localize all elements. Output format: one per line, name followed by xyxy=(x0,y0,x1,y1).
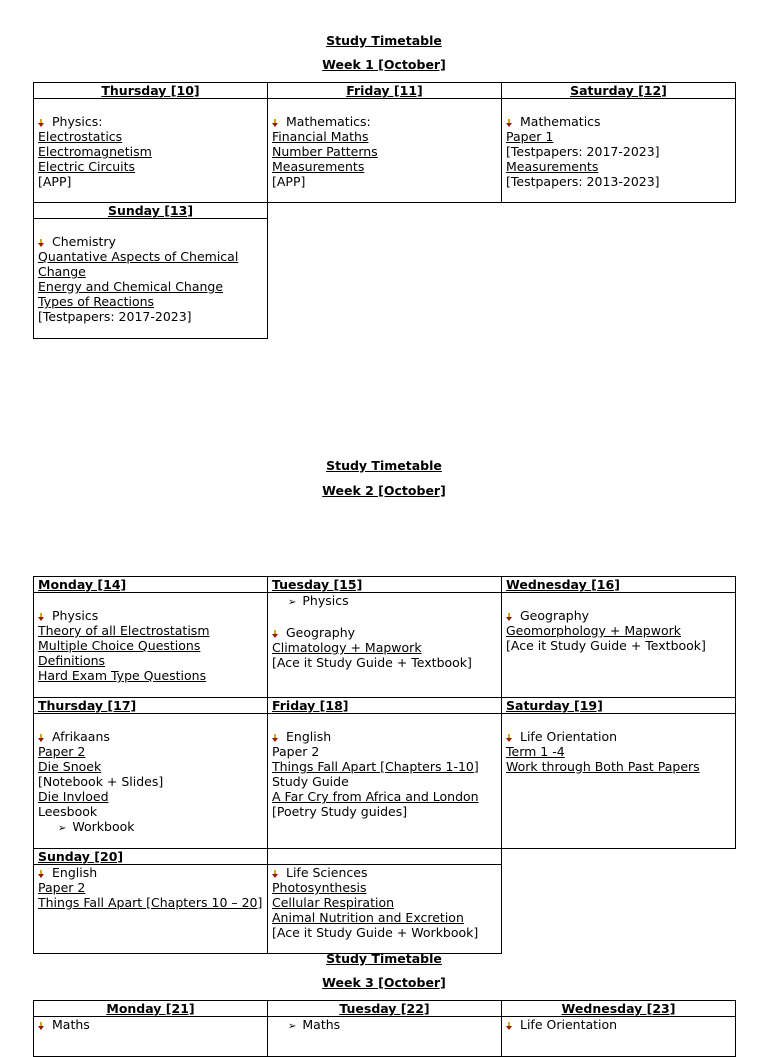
topic-line: Cellular Respiration xyxy=(272,895,395,910)
topic-line: Hard Exam Type Questions xyxy=(38,668,207,683)
topic-line: Energy and Chemical Change xyxy=(38,279,224,294)
resource-note: [Ace it Study Guide + Textbook] xyxy=(272,655,472,670)
bullet-icon xyxy=(38,1022,45,1030)
topic-line: A Far Cry from Africa and London xyxy=(272,789,479,804)
resource-note: [Testpapers: 2017-2023] xyxy=(38,309,192,324)
subject-life-sciences: Life Sciences xyxy=(286,865,368,880)
topic-line: Multiple Choice Questions xyxy=(38,638,201,653)
resource-note: [Ace it Study Guide + Textbook] xyxy=(506,638,706,653)
cell-wednesday-23 xyxy=(502,1017,736,1057)
resource-note: [Testpapers: 2013-2023] xyxy=(506,174,660,189)
bullet-icon xyxy=(272,870,279,878)
topic-line: Number Patterns xyxy=(272,144,378,159)
resource-note: Leesbook xyxy=(38,804,98,819)
arrowhead-icon: ➢ xyxy=(288,1021,297,1032)
subject-english: English xyxy=(286,729,332,744)
topic-line: Photosynthesis xyxy=(272,880,367,895)
topic-line: Definitions xyxy=(38,653,106,668)
topic-line: Die Invloed xyxy=(38,789,109,804)
bullet-icon xyxy=(506,1022,513,1030)
topic-line: Die Snoek xyxy=(38,759,102,774)
resource-note: [Notebook + Slides] xyxy=(38,774,164,789)
bullet-icon xyxy=(506,119,513,127)
header-wednesday-16: Wednesday [16] xyxy=(502,577,736,593)
topic-line: Financial Maths xyxy=(272,129,369,144)
week3-subtitle: Week 3 [October] xyxy=(322,975,446,990)
header-wednesday-23: Wednesday [23] xyxy=(502,1001,736,1017)
cell-friday-11 xyxy=(268,99,502,203)
topic-line: Geomorphology + Mapwork xyxy=(506,623,681,638)
topic-line: Theory of all Electrostatism xyxy=(38,623,210,638)
header-sunday-13: Sunday [13] xyxy=(34,203,268,219)
week2-title: Study Timetable xyxy=(326,458,442,473)
week2-table xyxy=(33,576,736,954)
header-thursday-10: Thursday [10] xyxy=(34,83,268,99)
header-monday-14: Monday [14] xyxy=(34,577,268,593)
subject-life-orientation: Life Orientation xyxy=(520,1017,618,1032)
bullet-icon xyxy=(506,613,513,621)
week1-subtitle: Week 1 [October] xyxy=(322,57,446,72)
topic-line: Measurements xyxy=(506,159,599,174)
subject-afrikaans: Afrikaans xyxy=(52,729,110,744)
subject-mathematics: Mathematics: xyxy=(286,114,371,129)
week1-title: Study Timetable xyxy=(326,33,442,48)
cell-saturday-19 xyxy=(502,714,736,849)
bullet-icon xyxy=(506,734,513,742)
subject-life-orientation: Life Orientation xyxy=(520,729,618,744)
resource-note: Paper 2 xyxy=(272,744,320,759)
header-friday-11: Friday [11] xyxy=(268,83,502,99)
subject-chemistry: Chemistry xyxy=(52,234,116,249)
cell-thursday-17 xyxy=(34,714,268,849)
topic-line: Climatology + Mapwork xyxy=(272,640,422,655)
resource-note: [Testpapers: 2017-2023] xyxy=(506,144,660,159)
arrowhead-icon: ➢ xyxy=(288,597,297,608)
cell-sunday-13 xyxy=(34,219,268,339)
cell-saturday-12 xyxy=(502,99,736,203)
resource-note: [APP] xyxy=(272,174,306,189)
cell-tuesday-22 xyxy=(268,1017,502,1057)
cell-thursday-10 xyxy=(34,99,268,203)
topic-line: Electrostatics xyxy=(38,129,123,144)
header-thursday-17: Thursday [17] xyxy=(34,698,268,714)
cell-sunday-20 xyxy=(34,865,268,954)
subject-physics: Physics xyxy=(302,593,349,608)
resource-note: Study Guide xyxy=(272,774,349,789)
subject-english: English xyxy=(52,865,98,880)
week3-title: Study Timetable xyxy=(326,951,442,966)
cell-tuesday-15 xyxy=(268,593,502,698)
week1-table xyxy=(33,82,736,339)
resource-note: [Poetry Study guides] xyxy=(272,804,408,819)
subject-geography: Geography xyxy=(520,608,590,623)
week3-table xyxy=(33,1000,736,1057)
subject-geography: Geography xyxy=(286,625,356,640)
resource-workbook: Workbook xyxy=(72,819,135,834)
topic-line: Things Fall Apart [Chapters 1-10] xyxy=(272,759,479,774)
topic-line: Electric Circuits xyxy=(38,159,136,174)
topic-line: Measurements xyxy=(272,159,365,174)
topic-line: Electromagnetism xyxy=(38,144,152,159)
header-tuesday-15: Tuesday [15] xyxy=(268,577,502,593)
header-saturday-12: Saturday [12] xyxy=(502,83,736,99)
bullet-icon xyxy=(38,613,45,621)
header-friday-18: Friday [18] xyxy=(268,698,502,714)
bullet-icon xyxy=(38,870,45,878)
header-saturday-19: Saturday [19] xyxy=(502,698,736,714)
cell-monday-14 xyxy=(34,593,268,698)
subject-physics: Physics xyxy=(52,608,99,623)
subject-physics: Physics: xyxy=(52,114,103,129)
topic-line: Animal Nutrition and Excretion xyxy=(272,910,464,925)
header-tuesday-22: Tuesday [22] xyxy=(268,1001,502,1017)
bullet-icon xyxy=(38,734,45,742)
cell-monday-21 xyxy=(34,1017,268,1057)
cell-wednesday-16 xyxy=(502,593,736,698)
bullet-icon xyxy=(38,119,45,127)
topic-line: Types of Reactions xyxy=(38,294,155,309)
topic-line: Work through Both Past Papers xyxy=(506,759,700,774)
topic-line: Things Fall Apart [Chapters 10 – 20] xyxy=(38,895,263,910)
header-sunday-20: Sunday [20] xyxy=(34,849,268,865)
resource-note: [APP] xyxy=(38,174,72,189)
week2-subtitle: Week 2 [October] xyxy=(322,483,446,498)
arrowhead-icon: ➢ xyxy=(58,823,67,834)
topic-line: Quantative Aspects of Chemical Change xyxy=(38,249,239,279)
cell-sunday-20-life-sciences xyxy=(268,865,502,954)
subject-maths: Maths xyxy=(52,1017,90,1032)
resource-note: [Ace it Study Guide + Workbook] xyxy=(272,925,479,940)
subject-mathematics: Mathematics xyxy=(520,114,601,129)
header-monday-21: Monday [21] xyxy=(34,1001,268,1017)
topic-line: Paper 2 xyxy=(38,880,86,895)
cell-friday-18 xyxy=(268,714,502,849)
topic-line: Paper 1 xyxy=(506,129,554,144)
bullet-icon xyxy=(272,630,279,638)
subject-maths: Maths xyxy=(302,1017,341,1032)
bullet-icon xyxy=(272,734,279,742)
bullet-icon xyxy=(272,119,279,127)
topic-line: Paper 2 xyxy=(38,744,86,759)
topic-line: Term 1 -4 xyxy=(506,744,565,759)
bullet-icon xyxy=(38,239,45,247)
